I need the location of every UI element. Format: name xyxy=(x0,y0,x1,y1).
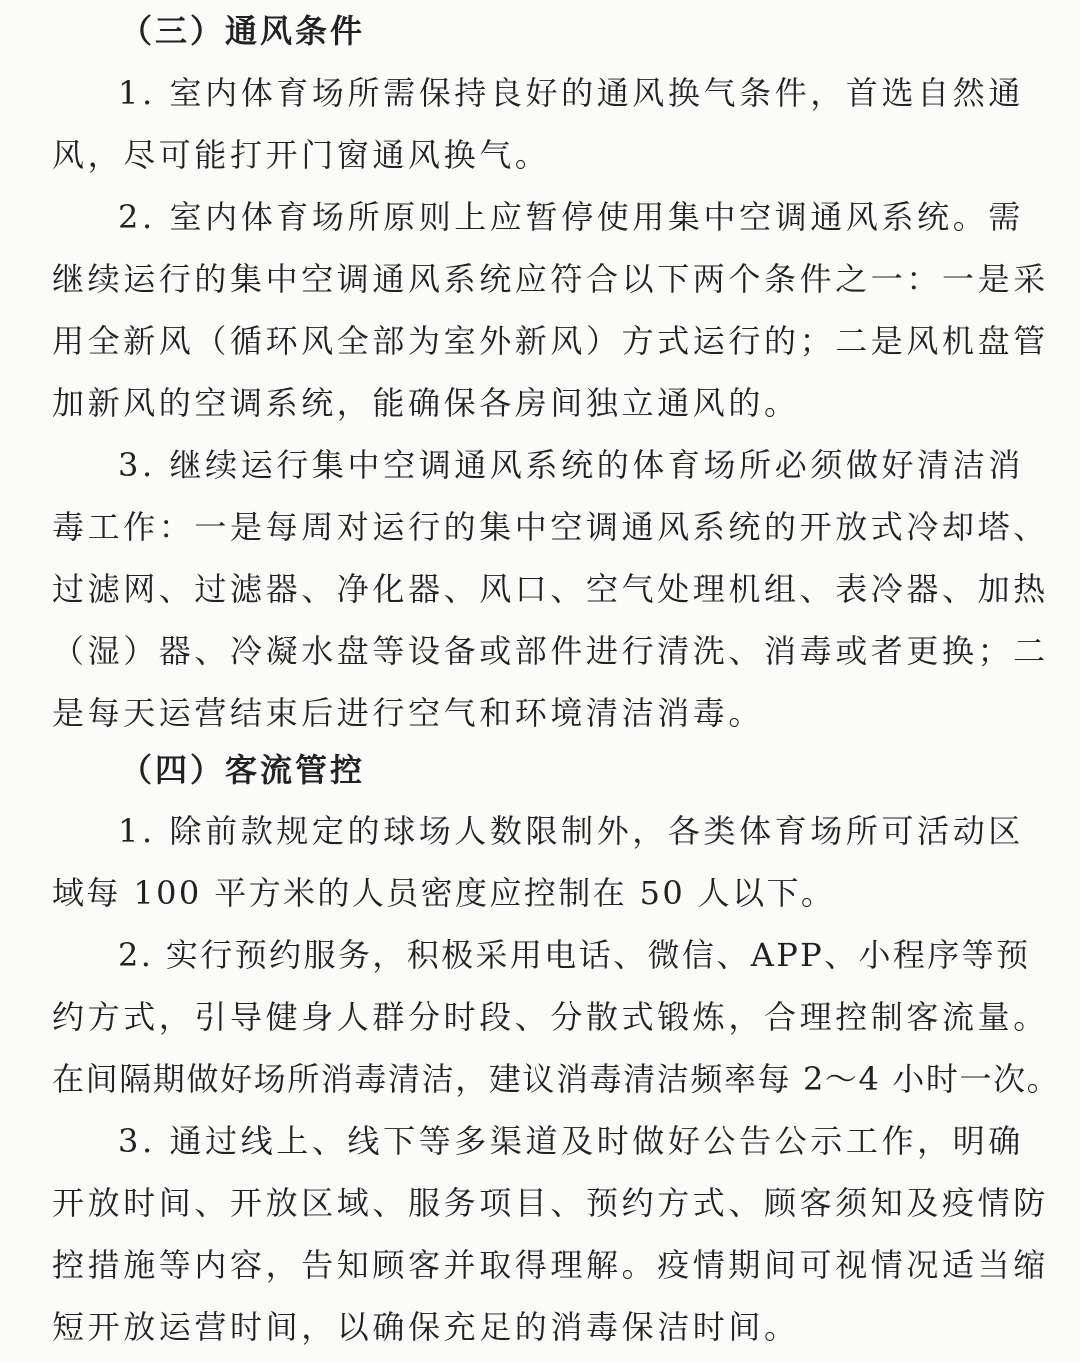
paragraph-line: 1. 除前款规定的球场人数限制外，各类体育场所可活动区 xyxy=(118,812,1024,850)
paragraph-line: 毒工作：一是每周对运行的集中空调通风系统的开放式冷却塔、 xyxy=(52,508,1049,546)
section-heading-ventilation: （三）通风条件 xyxy=(120,12,366,50)
paragraph-line: （湿）器、冷凝水盘等设备或部件进行清洗、消毒或者更换；二 xyxy=(52,632,1049,670)
paragraph-line: 控措施等内容，告知顾客并取得理解。疫情期间可视情况适当缩 xyxy=(52,1246,1049,1284)
paragraph-line: 2. 室内体育场所原则上应暂停使用集中空调通风系统。需 xyxy=(118,198,1024,236)
paragraph-line: 2. 实行预约服务，积极采用电话、微信、APP、小程序等预 xyxy=(118,936,1031,974)
paragraph-line: 1. 室内体育场所需保持良好的通风换气条件，首选自然通 xyxy=(118,74,1024,112)
paragraph-line: 过滤网、过滤器、净化器、风口、空气处理机组、表冷器、加热 xyxy=(52,570,1049,608)
paragraph-line: 继续运行的集中空调通风系统应符合以下两个条件之一：一是采 xyxy=(52,260,1049,298)
paragraph-line: 加新风的空调系统，能确保各房间独立通风的。 xyxy=(52,384,800,422)
paragraph-line: 3. 通过线上、线下等多渠道及时做好公告公示工作，明确 xyxy=(118,1122,1024,1160)
paragraph-line: 在间隔期做好场所消毒清洁，建议消毒清洁频率每 2～4 小时一次。 xyxy=(52,1060,1061,1098)
paragraph-line: 是每天运营结束后进行空气和环境清洁消毒。 xyxy=(52,694,765,732)
paragraph-line: 短开放运营时间，以确保充足的消毒保洁时间。 xyxy=(52,1308,800,1346)
paragraph-line: 用全新风（循环风全部为室外新风）方式运行的；二是风机盘管 xyxy=(52,322,1049,360)
paragraph-line: 域每 100 平方米的人员密度应控制在 50 人以下。 xyxy=(52,874,836,912)
paragraph-line: 风，尽可能打开门窗通风换气。 xyxy=(52,136,551,174)
paragraph-line: 3. 继续运行集中空调通风系统的体育场所必须做好清洁消 xyxy=(118,446,1024,484)
section-heading-crowd-control: （四）客流管控 xyxy=(120,751,366,789)
paragraph-line: 开放时间、开放区域、服务项目、预约方式、顾客须知及疫情防 xyxy=(52,1184,1049,1222)
paragraph-line: 约方式，引导健身人群分时段、分散式锻炼，合理控制客流量。 xyxy=(52,998,1049,1036)
